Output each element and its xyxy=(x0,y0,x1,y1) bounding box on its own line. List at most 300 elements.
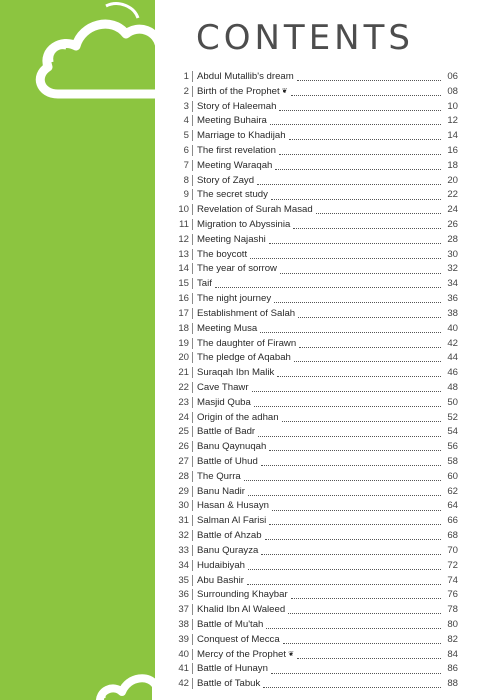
toc-number: 17 xyxy=(178,307,189,319)
toc-title-text: Hasan & Husayn xyxy=(197,500,269,512)
toc-separator xyxy=(192,634,193,645)
toc-entry xyxy=(168,321,458,336)
toc-separator xyxy=(192,515,193,526)
toc-title xyxy=(197,649,294,660)
dot-leader xyxy=(297,650,441,659)
toc-title xyxy=(197,382,249,393)
toc-separator xyxy=(192,338,193,349)
toc-entry xyxy=(168,173,458,188)
toc-entry xyxy=(168,291,458,306)
toc-title xyxy=(197,189,268,200)
toc-separator xyxy=(192,486,193,497)
dot-leader xyxy=(269,442,441,451)
toc-title-text: The secret study xyxy=(197,189,268,201)
toc-page-number: 58 xyxy=(447,456,458,468)
toc-title xyxy=(197,293,271,304)
toc-page-number: 74 xyxy=(447,574,458,586)
toc-separator xyxy=(192,115,193,126)
toc-page-number: 18 xyxy=(447,159,458,171)
toc-separator xyxy=(192,130,193,141)
toc-page-number: 08 xyxy=(447,85,458,97)
toc-title xyxy=(197,323,257,334)
toc-title-text: The year of sorrow xyxy=(197,263,277,275)
toc-page-number: 76 xyxy=(447,589,458,601)
toc-title xyxy=(197,101,276,112)
toc-page-number: 70 xyxy=(447,544,458,556)
toc-title-text: Story of Haleemah xyxy=(197,100,277,112)
toc-number: 24 xyxy=(178,411,189,423)
toc-separator xyxy=(192,367,193,378)
toc-number: 22 xyxy=(178,381,189,393)
toc-page-number: 60 xyxy=(447,470,458,482)
toc-entry xyxy=(168,602,458,617)
toc-separator xyxy=(192,456,193,467)
toc-entry xyxy=(168,662,458,677)
toc-page-number: 30 xyxy=(447,248,458,260)
toc-number: 9 xyxy=(183,189,189,201)
toc-entry xyxy=(168,188,458,203)
toc-entry xyxy=(168,365,458,380)
toc-title xyxy=(197,219,290,230)
toc-number: 1 xyxy=(183,70,189,82)
cloud-bottom-icon xyxy=(0,640,155,700)
toc-separator xyxy=(192,189,193,200)
dot-leader xyxy=(272,502,441,511)
toc-page-number: 24 xyxy=(447,204,458,216)
toc-entry xyxy=(168,217,458,232)
dot-leader xyxy=(261,546,441,555)
dot-leader xyxy=(247,576,441,585)
toc-separator xyxy=(192,86,193,97)
toc-number: 35 xyxy=(178,574,189,586)
dot-leader xyxy=(274,294,441,303)
toc-page-number: 36 xyxy=(447,293,458,305)
toc-page-number: 52 xyxy=(447,411,458,423)
toc-title xyxy=(197,575,244,586)
toc-title xyxy=(197,456,258,467)
dot-leader xyxy=(291,87,441,96)
toc-number: 36 xyxy=(178,589,189,601)
toc-page-number: 66 xyxy=(447,515,458,527)
toc-number: 5 xyxy=(183,130,189,142)
toc-title-text: Battle of Uhud xyxy=(197,456,258,468)
toc-title xyxy=(197,338,296,349)
toc-number: 21 xyxy=(178,367,189,379)
toc-page-number: 80 xyxy=(447,618,458,630)
toc-page-number: 42 xyxy=(447,337,458,349)
toc-number: 42 xyxy=(178,678,189,690)
toc-entry xyxy=(168,99,458,114)
toc-entry xyxy=(168,484,458,499)
toc-title-text: Abu Bashir xyxy=(197,574,244,586)
toc-separator xyxy=(192,604,193,615)
toc-entry xyxy=(168,158,458,173)
toc-title-text: Banu Qurayza xyxy=(197,544,259,556)
toc-separator xyxy=(192,160,193,171)
toc-separator xyxy=(192,293,193,304)
dot-leader xyxy=(257,176,441,185)
dot-leader xyxy=(298,309,441,318)
toc-page-number: 12 xyxy=(447,115,458,127)
toc-entry xyxy=(168,336,458,351)
toc-page-number: 26 xyxy=(447,219,458,231)
toc-separator xyxy=(192,263,193,274)
toc-title xyxy=(197,234,266,245)
toc-title xyxy=(197,397,251,408)
toc-separator xyxy=(192,278,193,289)
toc-separator xyxy=(192,412,193,423)
toc-title xyxy=(197,145,276,156)
toc-title xyxy=(197,352,291,363)
toc-title-text: Migration to Abyssinia xyxy=(197,219,291,231)
toc-page-number: 14 xyxy=(447,130,458,142)
dot-leader xyxy=(280,265,441,274)
toc-title xyxy=(197,678,260,689)
dot-leader xyxy=(291,590,441,599)
toc-entry xyxy=(168,380,458,395)
dot-leader xyxy=(279,102,441,111)
toc-title-text: Cave Thawr xyxy=(197,381,249,393)
toc-title-text: Mercy of the Prophet xyxy=(197,648,287,660)
dot-leader xyxy=(282,413,441,422)
dot-leader xyxy=(244,472,441,481)
toc-page-number: 40 xyxy=(447,322,458,334)
toc-title-text: Banu Qaynuqah xyxy=(197,441,267,453)
dot-leader xyxy=(299,339,441,348)
toc-title-text: The boycott xyxy=(197,248,248,260)
toc-title-text: The first revelation xyxy=(197,144,276,156)
toc-separator xyxy=(192,500,193,511)
toc-title-text: Meeting Buhaira xyxy=(197,115,267,127)
dot-leader xyxy=(269,516,441,525)
toc-entry xyxy=(168,632,458,647)
toc-title xyxy=(197,249,247,260)
toc-page-number: 62 xyxy=(447,485,458,497)
toc-title xyxy=(197,634,280,645)
toc-separator xyxy=(192,441,193,452)
toc-title xyxy=(197,589,288,600)
toc-number: 6 xyxy=(183,144,189,156)
dot-leader xyxy=(263,679,441,688)
toc-entry xyxy=(168,69,458,84)
dot-leader xyxy=(270,116,441,125)
dot-leader xyxy=(271,665,441,674)
toc-entry xyxy=(168,232,458,247)
toc-separator xyxy=(192,249,193,260)
toc-page-number: 46 xyxy=(447,367,458,379)
toc-title xyxy=(197,500,269,511)
toc-title-text: Taif xyxy=(197,278,212,290)
toc-number: 27 xyxy=(178,456,189,468)
dot-leader xyxy=(258,428,441,437)
toc-title xyxy=(197,263,277,274)
toc-title xyxy=(197,486,245,497)
green-sidebar xyxy=(0,0,155,700)
page-title: CONTENTS xyxy=(196,18,414,58)
toc-entry xyxy=(168,587,458,602)
toc-separator xyxy=(192,619,193,630)
dot-leader xyxy=(283,635,441,644)
toc-page-number: 78 xyxy=(447,604,458,616)
toc-title xyxy=(197,515,266,526)
toc-number: 13 xyxy=(178,248,189,260)
toc-title xyxy=(197,604,285,615)
toc-entry xyxy=(168,499,458,514)
toc-title-text: Salman Al Farisi xyxy=(197,515,267,527)
toc-separator xyxy=(192,219,193,230)
toc-entry xyxy=(168,469,458,484)
toc-separator xyxy=(192,678,193,689)
toc-number: 31 xyxy=(178,515,189,527)
toc-number: 7 xyxy=(183,159,189,171)
toc-number: 3 xyxy=(183,100,189,112)
toc-page-number: 22 xyxy=(447,189,458,201)
toc-separator xyxy=(192,145,193,156)
toc-page-number: 48 xyxy=(447,381,458,393)
toc-separator xyxy=(192,323,193,334)
toc-title xyxy=(197,560,245,571)
toc-title-text: Meeting Musa xyxy=(197,322,258,334)
dot-leader xyxy=(261,457,441,466)
toc-separator xyxy=(192,663,193,674)
toc-number: 19 xyxy=(178,337,189,349)
toc-title-text: Masjid Quba xyxy=(197,396,251,408)
toc-separator xyxy=(192,308,193,319)
toc-separator xyxy=(192,426,193,437)
toc-title xyxy=(197,115,267,126)
dot-leader xyxy=(265,531,441,540)
toc-title-text: Meeting Waraqah xyxy=(197,159,273,171)
dot-leader xyxy=(248,487,441,496)
toc-number: 38 xyxy=(178,618,189,630)
toc-number: 16 xyxy=(178,293,189,305)
toc-number: 2 xyxy=(183,85,189,97)
toc-number: 40 xyxy=(178,648,189,660)
dot-leader xyxy=(288,605,441,614)
dot-leader xyxy=(316,205,441,214)
toc-separator xyxy=(192,575,193,586)
toc-page-number: 20 xyxy=(447,174,458,186)
toc-title-text: The pledge of Aqabah xyxy=(197,352,291,364)
toc-number: 14 xyxy=(178,263,189,275)
toc-title-text: Meeting Najashi xyxy=(197,233,266,245)
toc-title-text: Suraqah Ibn Malik xyxy=(197,367,275,379)
toc-page-number: 64 xyxy=(447,500,458,512)
toc-title-text: The night journey xyxy=(197,293,272,305)
toc-number: 11 xyxy=(179,219,189,231)
toc-entry xyxy=(168,276,458,291)
toc-page-number: 88 xyxy=(447,678,458,690)
dot-leader xyxy=(254,398,441,407)
toc-entry xyxy=(168,113,458,128)
toc-separator xyxy=(192,352,193,363)
toc-separator xyxy=(192,560,193,571)
toc-title xyxy=(197,412,279,423)
honorific-glyph-icon: ❦ xyxy=(281,88,288,96)
toc-number: 32 xyxy=(178,530,189,542)
toc-entry xyxy=(168,247,458,262)
toc-separator xyxy=(192,234,193,245)
toc-title xyxy=(197,471,241,482)
dot-leader xyxy=(294,353,441,362)
toc-page-number: 34 xyxy=(447,278,458,290)
dot-leader xyxy=(271,191,441,200)
toc-page-number: 44 xyxy=(447,352,458,364)
toc-entry xyxy=(168,84,458,99)
dot-leader xyxy=(215,279,441,288)
toc-separator xyxy=(192,589,193,600)
toc-title xyxy=(197,204,313,215)
toc-page-number: 16 xyxy=(447,144,458,156)
toc-title xyxy=(197,160,272,171)
toc-title-text: Conquest of Mecca xyxy=(197,633,280,645)
toc-title-text: Banu Nadir xyxy=(197,485,245,497)
dot-leader xyxy=(297,72,441,81)
toc-number: 28 xyxy=(178,470,189,482)
toc-page-number: 72 xyxy=(447,559,458,571)
toc-title xyxy=(197,367,274,378)
toc-entry xyxy=(168,410,458,425)
toc-title xyxy=(197,619,263,630)
toc-number: 10 xyxy=(178,204,189,216)
toc-page-number: 56 xyxy=(447,441,458,453)
toc-page-number: 68 xyxy=(447,530,458,542)
table-of-contents xyxy=(168,69,458,691)
toc-number: 37 xyxy=(178,604,189,616)
toc-title-text: Establishment of Salah xyxy=(197,307,296,319)
toc-title xyxy=(197,130,286,141)
toc-entry xyxy=(168,262,458,277)
toc-number: 33 xyxy=(178,544,189,556)
toc-number: 20 xyxy=(178,352,189,364)
toc-separator xyxy=(192,71,193,82)
toc-title-text: Battle of Hunayn xyxy=(197,663,268,675)
toc-title xyxy=(197,175,254,186)
toc-title-text: Marriage to Khadijah xyxy=(197,130,286,142)
toc-number: 4 xyxy=(183,115,189,127)
cloud-top-icon xyxy=(0,0,155,110)
toc-title-text: Khalid Ibn Al Waleed xyxy=(197,604,286,616)
toc-title-text: Battle of Mu'tah xyxy=(197,618,264,630)
toc-title-text: Hudaibiyah xyxy=(197,559,246,571)
toc-separator xyxy=(192,397,193,408)
dot-leader xyxy=(293,220,441,229)
dot-leader xyxy=(289,131,441,140)
toc-title xyxy=(197,530,262,541)
toc-page-number: 82 xyxy=(447,633,458,645)
dot-leader xyxy=(260,324,441,333)
toc-separator xyxy=(192,471,193,482)
toc-page-number: 28 xyxy=(447,233,458,245)
toc-separator xyxy=(192,204,193,215)
dot-leader xyxy=(269,235,441,244)
toc-number: 41 xyxy=(178,663,189,675)
dot-leader xyxy=(252,383,441,392)
dot-leader xyxy=(279,146,441,155)
toc-separator xyxy=(192,175,193,186)
toc-number: 26 xyxy=(178,441,189,453)
toc-separator xyxy=(192,530,193,541)
toc-page-number: 38 xyxy=(447,307,458,319)
toc-page-number: 84 xyxy=(447,648,458,660)
toc-number: 25 xyxy=(178,426,189,438)
toc-title-text: Battle of Ahzab xyxy=(197,530,262,542)
toc-title-text: Story of Zayd xyxy=(197,174,255,186)
toc-number: 34 xyxy=(178,559,189,571)
toc-entry xyxy=(168,425,458,440)
toc-title-text: Abdul Mutallib's dream xyxy=(197,70,294,82)
toc-entry xyxy=(168,513,458,528)
toc-title-text: The daughter of Firawn xyxy=(197,337,297,349)
toc-entry xyxy=(168,128,458,143)
toc-page-number: 50 xyxy=(447,396,458,408)
toc-number: 8 xyxy=(183,174,189,186)
toc-title xyxy=(197,86,288,97)
toc-title xyxy=(197,308,295,319)
toc-title xyxy=(197,426,255,437)
toc-number: 30 xyxy=(178,500,189,512)
toc-number: 12 xyxy=(178,233,189,245)
dot-leader xyxy=(275,161,441,170)
toc-page-number: 86 xyxy=(447,663,458,675)
toc-page-number: 06 xyxy=(447,70,458,82)
toc-title-text: Birth of the Prophet xyxy=(197,85,280,97)
toc-page-number: 32 xyxy=(447,263,458,275)
toc-title xyxy=(197,278,212,289)
toc-entry xyxy=(168,558,458,573)
dot-leader xyxy=(266,620,441,629)
toc-title xyxy=(197,663,268,674)
toc-entry xyxy=(168,306,458,321)
toc-number: 39 xyxy=(178,633,189,645)
honorific-glyph-icon: ❦ xyxy=(288,651,294,659)
toc-page-number: 10 xyxy=(447,100,458,112)
toc-number: 15 xyxy=(178,278,189,290)
toc-entry xyxy=(168,143,458,158)
toc-entry xyxy=(168,454,458,469)
dot-leader xyxy=(248,561,441,570)
dot-leader xyxy=(277,368,441,377)
toc-entry xyxy=(168,617,458,632)
toc-separator xyxy=(192,101,193,112)
toc-entry xyxy=(168,395,458,410)
toc-entry xyxy=(168,543,458,558)
toc-number: 18 xyxy=(178,322,189,334)
toc-title-text: Origin of the adhan xyxy=(197,411,279,423)
toc-title-text: The Qurra xyxy=(197,470,241,482)
toc-entry xyxy=(168,528,458,543)
toc-separator xyxy=(192,545,193,556)
toc-title xyxy=(197,71,294,82)
toc-title-text: Surrounding Khaybar xyxy=(197,589,288,601)
toc-title-text: Battle of Badr xyxy=(197,426,256,438)
toc-entry xyxy=(168,647,458,662)
toc-title xyxy=(197,545,258,556)
toc-entry xyxy=(168,573,458,588)
toc-title-text: Revelation of Surah Masad xyxy=(197,204,313,216)
toc-entry xyxy=(168,350,458,365)
toc-title xyxy=(197,441,266,452)
dot-leader xyxy=(250,250,441,259)
toc-separator xyxy=(192,649,193,660)
toc-entry xyxy=(168,676,458,691)
toc-page-number: 54 xyxy=(447,426,458,438)
toc-entry xyxy=(168,202,458,217)
toc-title-text: Battle of Tabuk xyxy=(197,678,261,690)
toc-number: 29 xyxy=(178,485,189,497)
toc-entry xyxy=(168,439,458,454)
toc-number: 23 xyxy=(178,396,189,408)
